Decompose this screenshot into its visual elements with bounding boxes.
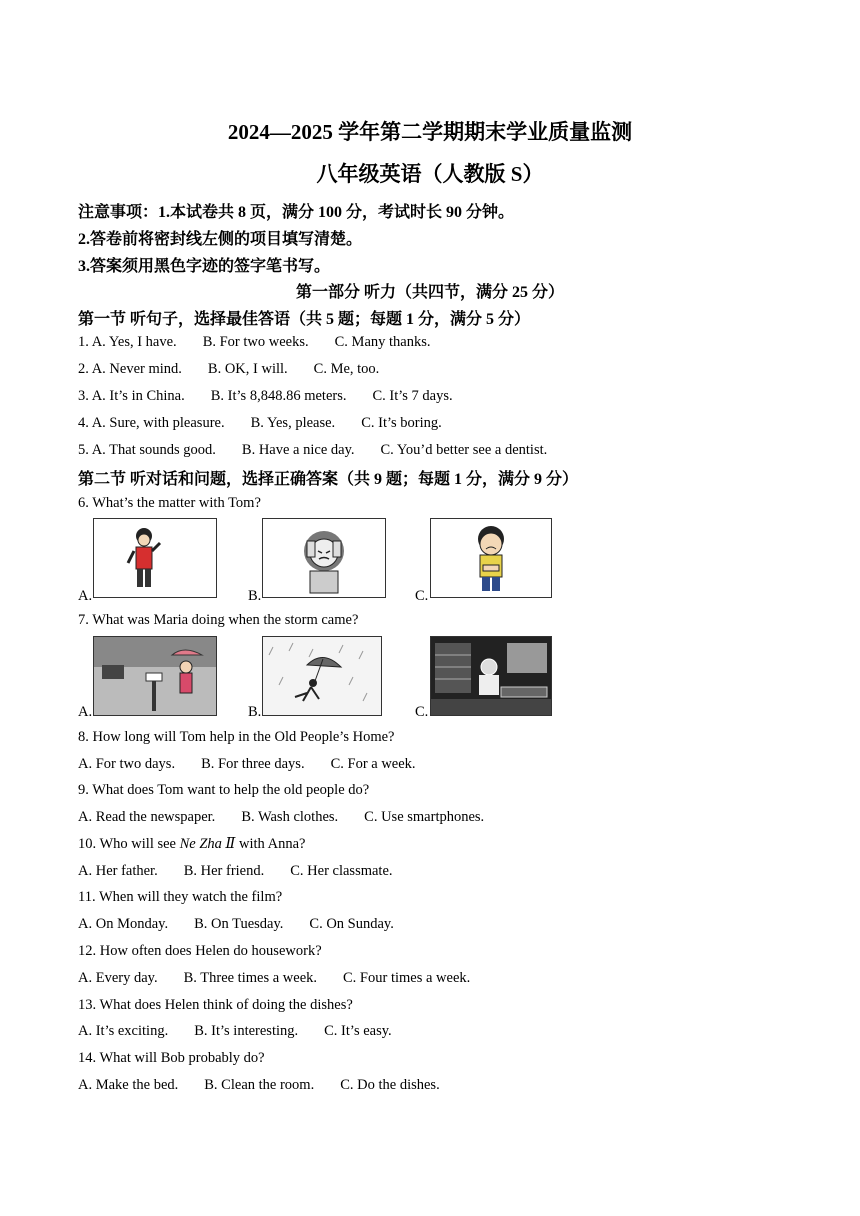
q6-label-c: C. (415, 588, 429, 604)
q8-question: 8. How long will Tom help in the Old People’s Home? (78, 729, 395, 745)
boy-coughing-icon (94, 519, 216, 597)
q13-option-c: C. It’s easy. (324, 1023, 392, 1039)
q10-prefix: 10. Who will see (78, 836, 180, 852)
q10-question (78, 836, 305, 853)
q14-options (78, 1077, 440, 1094)
q7-picture-c (430, 636, 552, 716)
q2-option-b: B. OK, I will. (207, 361, 288, 377)
q7-question: 7. What was Maria doing when the storm came? (78, 612, 359, 628)
girl-umbrella-rain-icon (263, 637, 381, 715)
q4-options (78, 415, 442, 432)
boy-stomachache-icon (431, 519, 551, 597)
q12-options (78, 970, 470, 987)
q11-option-a: A. On Monday. (78, 916, 169, 932)
q1-option-b: B. For two weeks. (202, 334, 309, 350)
q1-options (78, 334, 430, 351)
q1-option-c: C. Many thanks. (334, 334, 431, 350)
q5-option-c: C. You’d better see a dentist. (380, 442, 548, 458)
q12-option-a: A. Every day. (78, 970, 158, 986)
q4-option-c: C. It’s boring. (361, 415, 442, 431)
q8-option-b: B. For three days. (201, 756, 305, 772)
q3-options (78, 388, 453, 405)
q11-option-b: B. On Tuesday. (194, 916, 284, 932)
q9-option-c: C. Use smartphones. (364, 809, 485, 825)
q5-option-a: 5. A. That sounds good. (78, 442, 216, 458)
q7-label-a: A. (78, 704, 93, 720)
girl-headache-icon (263, 519, 385, 597)
q7-label-c: C. (415, 704, 429, 720)
q4-option-b: B. Yes, please. (250, 415, 336, 431)
part1-heading: 第一部分 听力（共四节，满分 25 分） (295, 284, 564, 301)
exam-title: 2024—2025 学年第二学期期末学业质量监测 (227, 120, 633, 144)
q10-suffix: with Anna? (235, 836, 306, 852)
q2-options (78, 361, 379, 378)
q10-option-c: C. Her classmate. (290, 863, 393, 879)
q7-label-b: B. (248, 704, 262, 720)
q2-option-a: 2. A. Never mind. (78, 361, 182, 377)
q6-picture-b (262, 518, 386, 598)
q3-option-a: 3. A. It’s in China. (78, 388, 185, 404)
q9-option-b: B. Wash clothes. (241, 809, 339, 825)
q6-label-a: A. (78, 588, 93, 604)
q14-question: 14. What will Bob probably do? (78, 1050, 265, 1066)
q8-option-a: A. For two days. (78, 756, 176, 772)
q7-picture-b (262, 636, 382, 716)
notes-line-3: 3.答案须用黑色字迹的签字笔书写。 (78, 258, 331, 275)
q6-picture-a (93, 518, 217, 598)
q13-question: 13. What does Helen think of doing the dishes? (78, 997, 353, 1013)
q13-option-b: B. It’s interesting. (194, 1023, 299, 1039)
q5-options (78, 442, 547, 459)
q9-question: 9. What does Tom want to help the old people do? (78, 782, 370, 798)
q11-option-c: C. On Sunday. (309, 916, 394, 932)
q10-options (78, 863, 393, 880)
q13-options (78, 1023, 392, 1040)
q10-option-a: A. Her father. (78, 863, 158, 879)
q4-option-a: 4. A. Sure, with pleasure. (78, 415, 225, 431)
q6-label-b: B. (248, 588, 262, 604)
q11-options (78, 916, 394, 933)
q11-question: 11. When will they watch the film? (78, 889, 283, 905)
q12-option-c: C. Four times a week. (343, 970, 471, 986)
q8-option-c: C. For a week. (330, 756, 416, 772)
q12-question: 12. How often does Helen do housework? (78, 943, 322, 959)
girl-waiting-bus-rain-icon (94, 637, 216, 715)
notes-line-1: 注意事项：1.本试卷共 8 页，满分 100 分，考试时长 90 分钟。 (78, 204, 515, 221)
q9-option-a: A. Read the newspaper. (78, 809, 216, 825)
q5-option-b: B. Have a nice day. (241, 442, 355, 458)
section2-heading: 第二节 听对话和问题，选择正确答案（共 9 题；每题 1 分，满分 9 分） (78, 471, 579, 488)
q13-option-a: A. It’s exciting. (78, 1023, 169, 1039)
q6-picture-c (430, 518, 552, 598)
q14-option-b: B. Clean the room. (204, 1077, 315, 1093)
section1-heading: 第一节 听句子，选择最佳答语（共 5 题；每题 1 分，满分 5 分） (78, 311, 531, 328)
girl-reading-library-icon (431, 637, 551, 715)
q12-option-b: B. Three times a week. (183, 970, 318, 986)
exam-subtitle: 八年级英语（人教版 S） (316, 162, 544, 186)
q10-option-b: B. Her friend. (183, 863, 265, 879)
notes-line-2: 2.答卷前将密封线左侧的项目填写清楚。 (78, 231, 363, 248)
q1-option-a: 1. A. Yes, I have. (78, 334, 177, 350)
q2-option-c: C. Me, too. (313, 361, 380, 377)
q3-option-b: B. It’s 8,848.86 meters. (210, 388, 347, 404)
q10-film-title: Ne Zha Ⅱ (179, 836, 236, 852)
q14-option-c: C. Do the dishes. (340, 1077, 440, 1093)
q14-option-a: A. Make the bed. (78, 1077, 179, 1093)
q6-question: 6. What’s the matter with Tom? (78, 495, 261, 511)
q8-options (78, 756, 416, 773)
q7-picture-a (93, 636, 217, 716)
q9-options (78, 809, 484, 826)
q3-option-c: C. It’s 7 days. (372, 388, 453, 404)
